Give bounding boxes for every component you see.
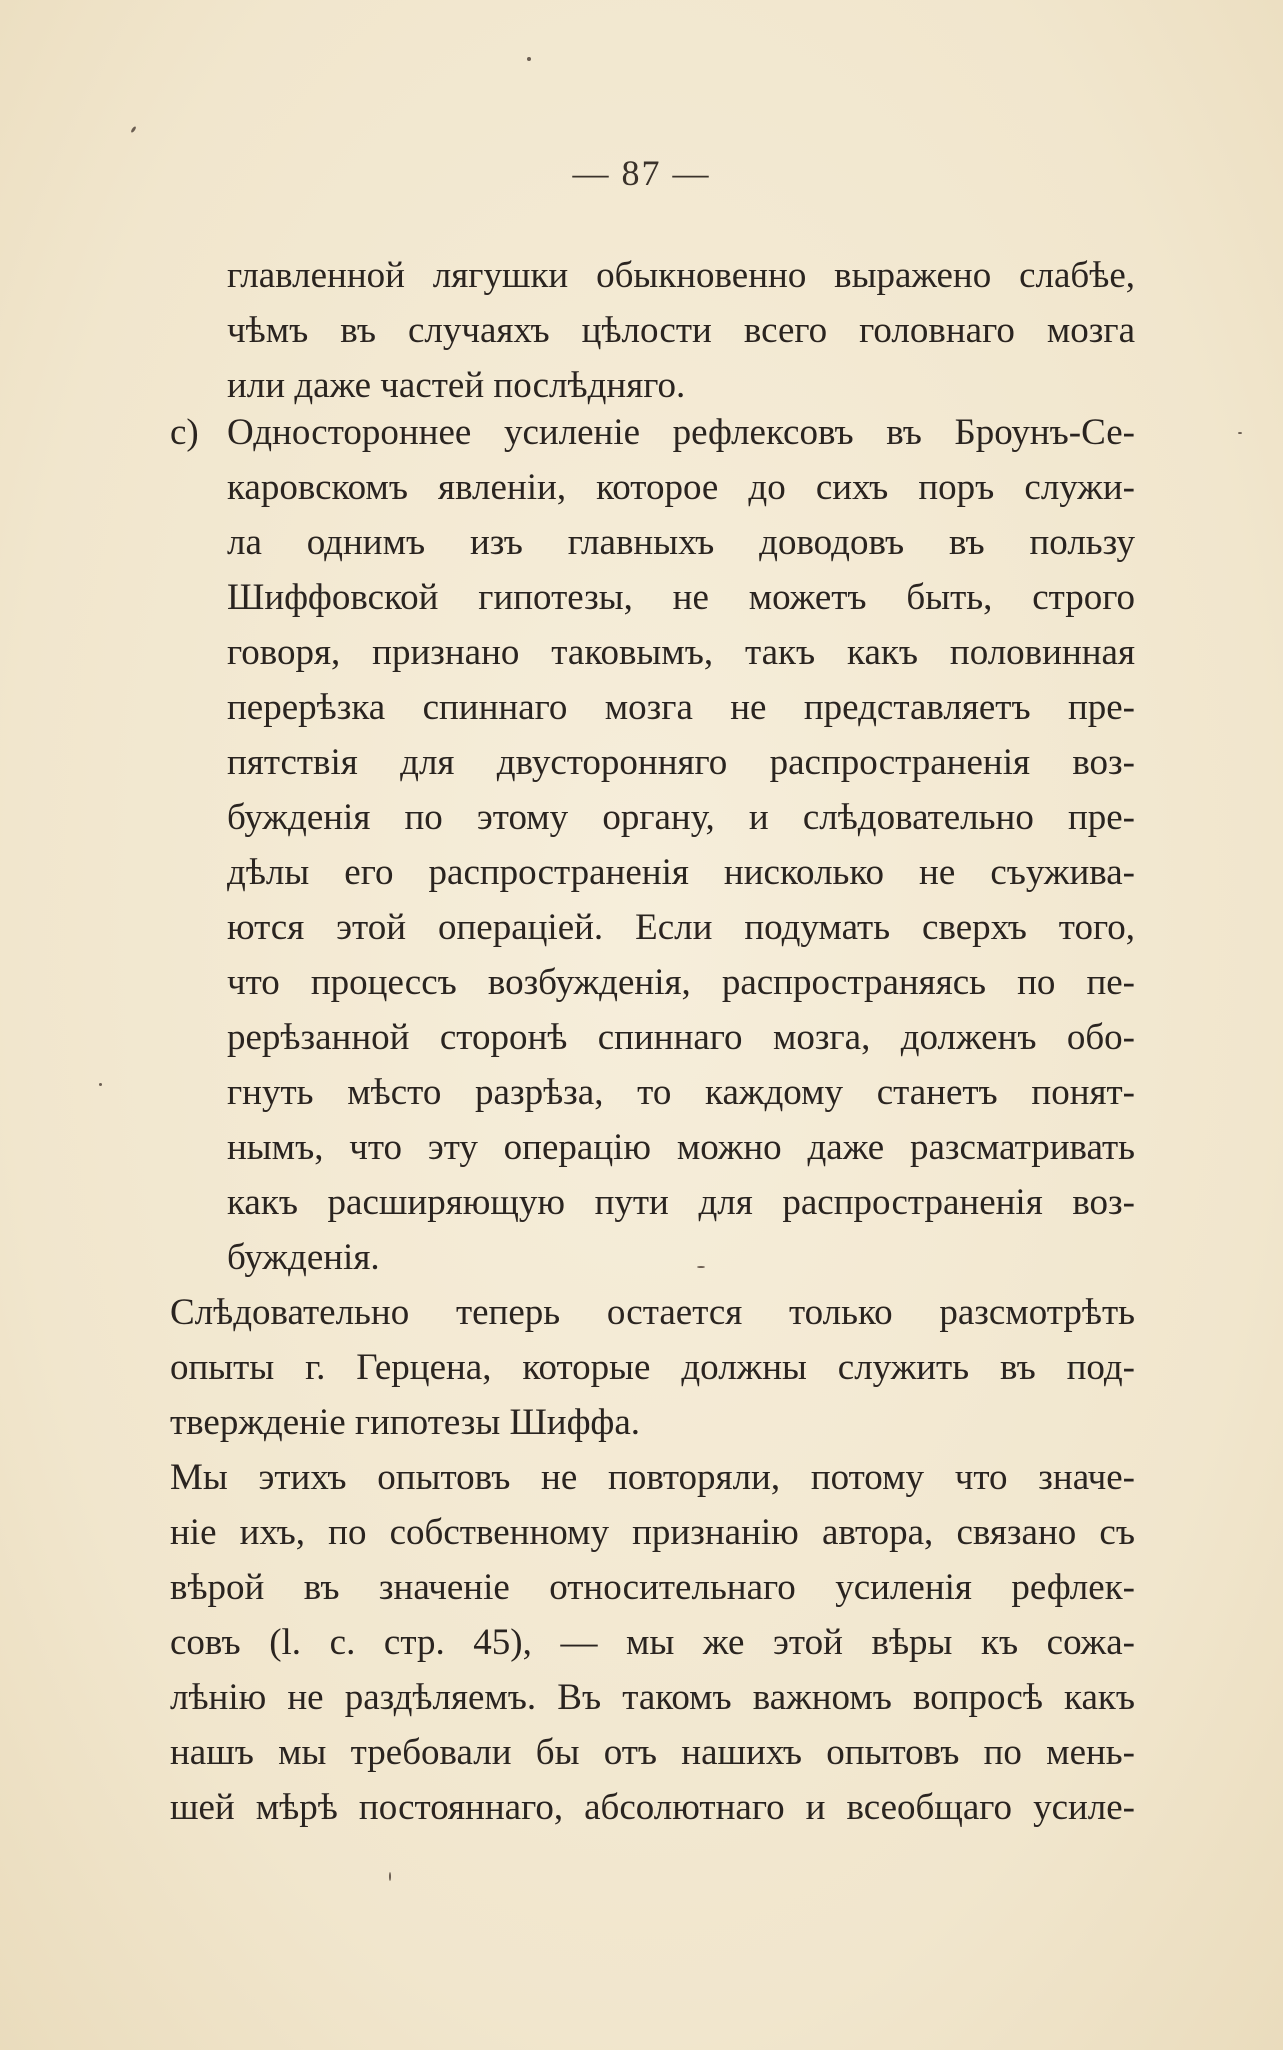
text-line: нымъ, что эту операцію можно даже разсматривать bbox=[227, 1127, 1135, 1168]
text-line: нашъ мы требовали бы отъ нашихъ опытовъ по мень- bbox=[170, 1732, 1135, 1773]
text-line: вѣрой въ значеніе относительнаго усиленія рефлек- bbox=[170, 1567, 1135, 1608]
text-line: Одностороннее усиленіе рефлексовъ въ Броунъ-Се- bbox=[227, 412, 1135, 453]
text-line: или даже частей послѣдняго. bbox=[227, 365, 686, 406]
ink-speck bbox=[389, 1872, 391, 1881]
text-line: твержденіе гипотезы Шиффа. bbox=[170, 1402, 640, 1443]
text-line: Мы этихъ опытовъ не повторяли, потому что значе- bbox=[170, 1457, 1135, 1498]
text-line: рерѣзанной сторонѣ спиннаго мозга, долженъ обо- bbox=[227, 1017, 1135, 1058]
text-line: Слѣдовательно теперь остается только разсмотрѣть bbox=[170, 1292, 1135, 1333]
ink-speck bbox=[1238, 432, 1242, 434]
text-line: перерѣзка спиннаго мозга не представляетъ пре- bbox=[227, 687, 1135, 728]
text-line: совъ (l. c. стр. 45), — мы же этой вѣры къ сожа- bbox=[170, 1622, 1135, 1663]
ink-speck bbox=[99, 1083, 102, 1086]
text-line: бужденія по этому органу, и слѣдовательно пре- bbox=[227, 797, 1135, 838]
text-line: ніе ихъ, по собственному признанію автора, связано съ bbox=[170, 1512, 1135, 1553]
text-line: дѣлы его распространенія нисколько не съужива- bbox=[227, 852, 1135, 893]
text-line: главленной лягушки обыкновенно выражено слабѣе, bbox=[227, 255, 1135, 296]
text-line: что процессъ возбужденія, распространяясь по пе- bbox=[227, 962, 1135, 1003]
text-line: каровскомъ явленіи, которое до сихъ поръ служи- bbox=[227, 467, 1135, 508]
list-marker: c) bbox=[170, 412, 199, 453]
text-line: ются этой операціей. Если подумать сверхъ того, bbox=[227, 907, 1135, 948]
ink-speck bbox=[527, 57, 531, 61]
text-line: Шиффовской гипотезы, не можетъ быть, строго bbox=[227, 577, 1135, 618]
text-line: ла однимъ изъ главныхъ доводовъ въ пользу bbox=[227, 522, 1135, 563]
text-line: лѣнію не раздѣляемъ. Въ такомъ важномъ вопросѣ какъ bbox=[170, 1677, 1135, 1718]
text-line: какъ расширяющую пути для распространенія воз- bbox=[227, 1182, 1135, 1223]
text-line: опыты г. Герцена, которые должны служить въ под- bbox=[170, 1347, 1135, 1388]
text-line: бужденія. bbox=[227, 1237, 380, 1278]
text-line: пятствія для двусторонняго распространенія воз- bbox=[227, 742, 1135, 783]
text-line: чѣмъ въ случаяхъ цѣлости всего головнаго мозга bbox=[227, 310, 1135, 351]
text-line: гнуть мѣсто разрѣза, то каждому станетъ понят- bbox=[227, 1072, 1135, 1113]
text-line: говоря, признано таковымъ, такъ какъ половинная bbox=[227, 632, 1135, 673]
text-line: шей мѣрѣ постояннаго, абсолютнаго и всеобщаго усиле- bbox=[170, 1787, 1135, 1828]
page-number: — 87 — bbox=[572, 153, 711, 193]
ink-speck bbox=[130, 126, 136, 133]
